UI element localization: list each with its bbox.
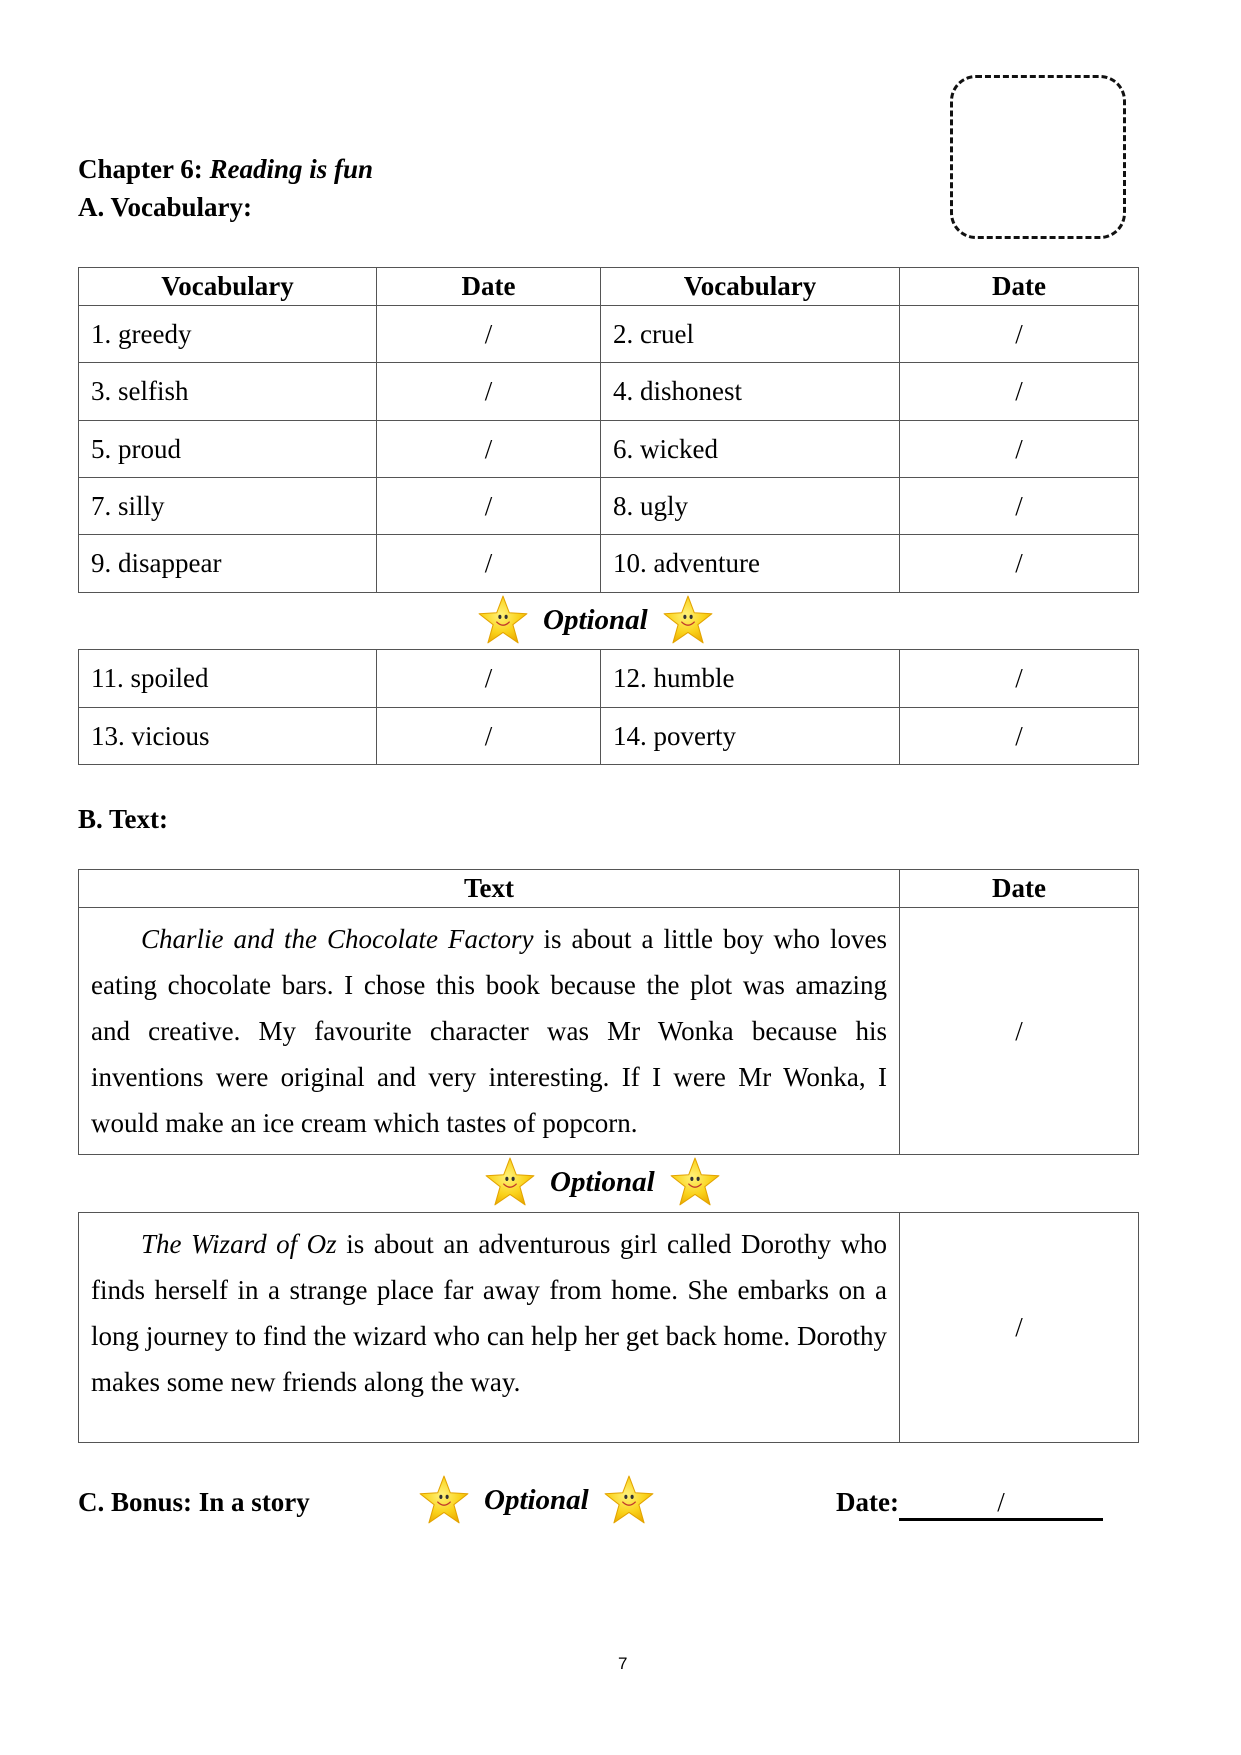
smiley-star-icon <box>484 1156 536 1208</box>
smiley-star-icon <box>477 594 529 646</box>
table-row <box>79 306 1139 363</box>
optional-label-vocab <box>477 594 714 646</box>
vocab-date: / <box>900 650 1139 708</box>
text-entry <box>79 908 900 1155</box>
vocab-word: 8. ugly <box>601 478 900 535</box>
vocab-date: / <box>900 478 1139 535</box>
column-header: Vocabulary <box>601 268 900 306</box>
vocab-date: / <box>377 363 601 421</box>
vocab-date: / <box>900 421 1139 478</box>
date-label: Date: <box>836 1487 899 1517</box>
text-table <box>78 869 1139 1155</box>
table-row <box>79 908 1139 1155</box>
vocab-date: / <box>377 535 601 593</box>
table-row <box>79 535 1139 593</box>
vocab-date: / <box>377 650 601 708</box>
vocab-date: / <box>377 306 601 363</box>
vocab-date: / <box>377 708 601 765</box>
section-a-heading: A. Vocabulary: <box>78 192 253 222</box>
table-row <box>79 478 1139 535</box>
optional-label-text <box>484 1156 721 1208</box>
entry-date: / <box>900 1213 1139 1443</box>
vocab-word: 12. humble <box>601 650 900 708</box>
date-field[interactable]: / <box>899 1486 1103 1521</box>
smiley-star-icon <box>662 594 714 646</box>
table-row <box>79 1213 1139 1443</box>
column-header: Date <box>377 268 601 306</box>
bonus-date <box>836 1484 1103 1521</box>
table-row <box>79 363 1139 421</box>
vocab-date: / <box>900 363 1139 421</box>
book-title: The Wizard of Oz <box>141 1229 337 1259</box>
section-c-heading: C. Bonus: In a story <box>78 1487 310 1517</box>
chapter-name: Reading is fun <box>209 154 374 184</box>
vocab-word: 13. vicious <box>79 708 377 765</box>
vocab-word: 9. disappear <box>79 535 377 593</box>
column-header: Vocabulary <box>79 268 377 306</box>
table-row <box>79 421 1139 478</box>
column-header: Date <box>900 870 1139 908</box>
chapter-prefix: Chapter 6: <box>78 154 210 184</box>
stamp-box <box>950 75 1126 239</box>
optional-text-table <box>78 1212 1139 1443</box>
column-header: Text <box>79 870 900 908</box>
vocab-word: 2. cruel <box>601 306 900 363</box>
text-entry <box>79 1213 900 1443</box>
smiley-star-icon <box>669 1156 721 1208</box>
vocab-word: 4. dishonest <box>601 363 900 421</box>
entry-body: is about a little boy who loves eating chocolate bars. I chose this book because the plot was amazing and creative. My favourite character was Mr Wonka because his inventions were original and very interesting. If I were Mr Wonka, I would make an ice cream which tastes of popcorn. <box>91 924 888 1138</box>
entry-body: is about an adventurous girl called Dorothy who finds herself in a strange place far away from home. She embarks on a long journey to find the wizard who can help her get back home. Dorothy makes some new friends along the way. <box>91 1229 887 1397</box>
vocab-word: 3. selfish <box>79 363 377 421</box>
section-b-heading: B. Text: <box>78 804 169 834</box>
vocab-date: / <box>900 306 1139 363</box>
entry-date: / <box>900 908 1139 1155</box>
column-header: Date <box>900 268 1139 306</box>
vocab-word: 10. adventure <box>601 535 900 593</box>
vocab-date: / <box>377 478 601 535</box>
optional-vocabulary-table <box>78 649 1139 765</box>
table-header-row <box>79 870 1139 908</box>
optional-text: Optional <box>543 603 648 636</box>
vocab-word: 6. wicked <box>601 421 900 478</box>
optional-text: Optional <box>550 1165 655 1198</box>
smiley-star-icon <box>418 1474 470 1526</box>
vocab-date: / <box>900 708 1139 765</box>
table-header-row <box>79 268 1139 306</box>
vocab-word: 5. proud <box>79 421 377 478</box>
page-number: 7 <box>618 1654 628 1673</box>
vocab-word: 1. greedy <box>79 306 377 363</box>
chapter-title <box>78 152 373 186</box>
vocab-date: / <box>377 421 601 478</box>
vocab-word: 11. spoiled <box>79 650 377 708</box>
vocab-date: / <box>900 535 1139 593</box>
vocab-word: 14. poverty <box>601 708 900 765</box>
vocabulary-table <box>78 267 1139 593</box>
table-row <box>79 708 1139 765</box>
vocab-word: 7. silly <box>79 478 377 535</box>
optional-label-bonus <box>418 1474 655 1526</box>
optional-text: Optional <box>484 1483 589 1516</box>
book-title: Charlie and the Chocolate Factory <box>141 924 534 954</box>
smiley-star-icon <box>603 1474 655 1526</box>
table-row <box>79 650 1139 708</box>
